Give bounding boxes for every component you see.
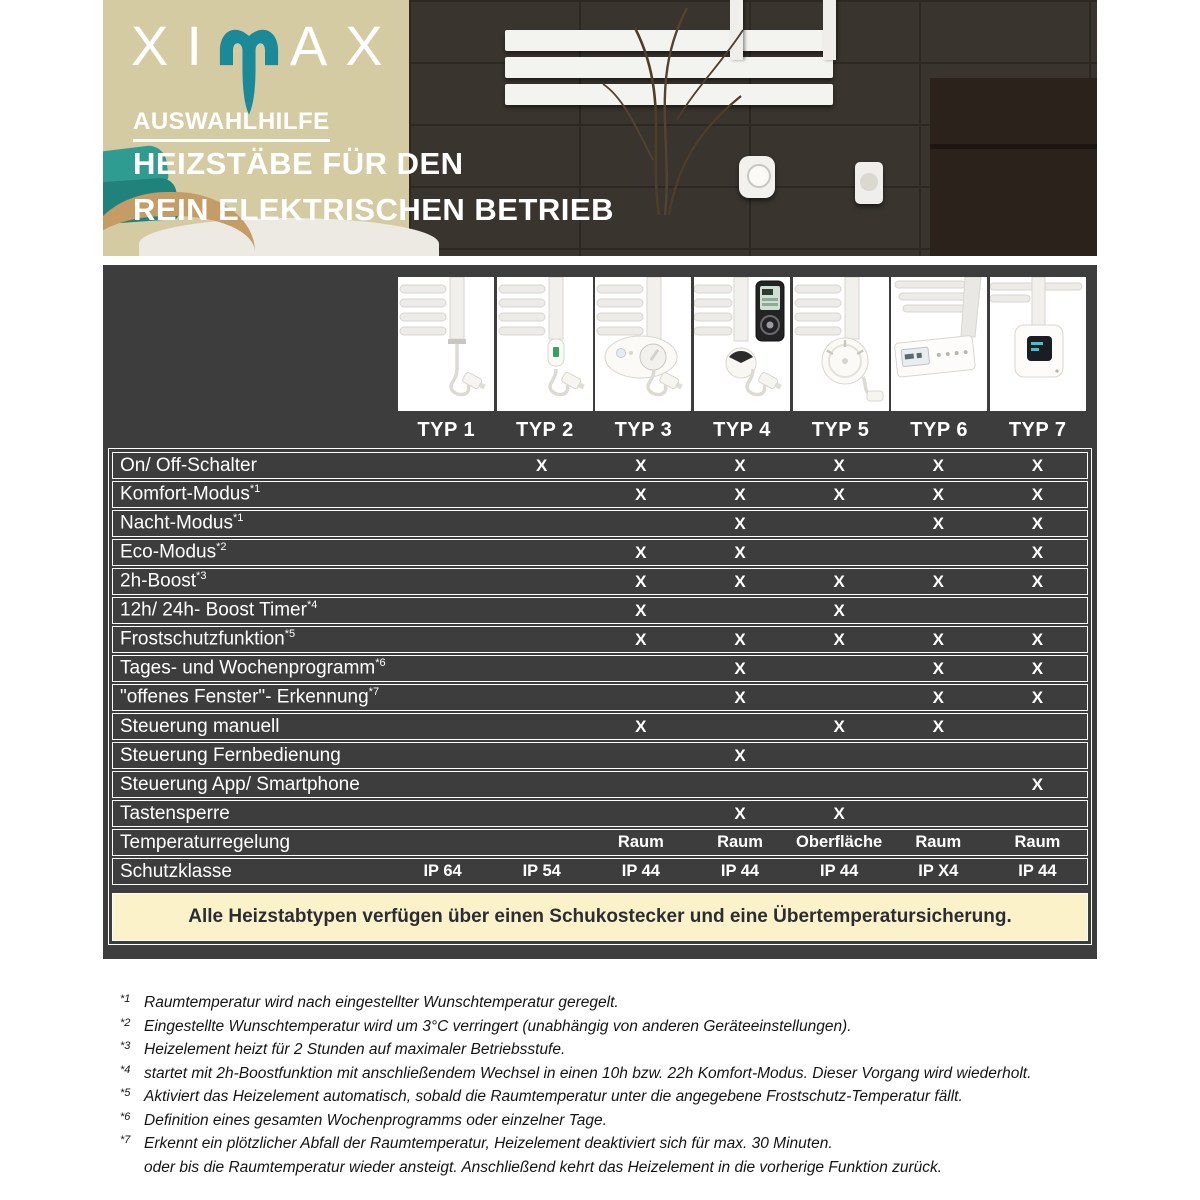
feature-value: Raum [617,833,664,851]
logo-text-right: AX [289,14,401,77]
feature-value: IP 44 [1018,862,1057,880]
row-label: Steuerung Fernbedienung [120,744,341,766]
typ4-heizstab-fernbedienung-photo [694,277,790,411]
type-header-typ-5: TYP 5 [811,419,870,441]
type-header-row [108,411,1092,448]
footnote-3 [120,1042,1097,1059]
footnote-text: Heizelement heizt für 2 Stunden auf maximaler Betriebsstufe. [144,1041,566,1058]
feature-check-mark: X [1031,629,1044,649]
comparison-table [103,265,1097,959]
feature-rows [112,452,1088,885]
feature-check-mark: X [932,455,944,475]
feature-check-mark: X [833,629,845,649]
feature-check-mark: X [932,687,944,707]
feature-check-mark: X [833,716,845,736]
type-header-typ-6: TYP 6 [910,419,968,441]
feature-check-mark: X [1031,542,1044,562]
footnote-text: Eingestellte Wunschtemperatur wird um 3°C verringert (unabhängig von anderen Geräteeinstellungen). [144,1017,852,1035]
footnote-4 [120,1063,1097,1083]
type-header-typ-4: TYP 4 [713,419,771,441]
feature-check-mark: X [635,455,647,475]
typ2-heizstab-photo [497,277,593,411]
banner-note [112,893,1088,941]
ximax-logo [131,14,401,116]
footnote-text: oder bis die Raumtemperatur wieder ansteigt. Anschließend kehrt das Heizelement in die vorherige Funktion zurück. [144,1158,943,1176]
feature-check-mark: X [536,455,548,475]
row-eco-modus [112,539,1088,566]
row-label: "offenes Fenster"- Erkennung$^{*7}$ [120,686,380,708]
feature-check-mark: X [833,803,845,823]
row-label: Tages- und Wochenprogramm$^{*6}$ [120,657,386,679]
feature-check-mark: X [734,803,746,823]
row-label: Steuerung App/ Smartphone [120,773,360,795]
hero-title-line1: HEIZSTÄBE FÜR DEN [133,146,464,181]
feature-check-mark: X [635,629,647,649]
ximax-logo-m-icon [214,20,284,116]
hero-banner [103,0,1097,256]
radiator-pipe [823,0,836,60]
row-label: Frostschutzfunktion$^{*5}$ [120,628,296,650]
row-steuerung-app-smartphone [112,771,1088,798]
logo-text-left: XI [131,14,220,77]
footnote-text: Raumtemperatur wird nach eingestellter Wunschtemperatur geregelt. [144,994,619,1011]
feature-value: IP 44 [720,862,760,880]
feature-check-mark: X [734,629,746,649]
footnote-marker: *6 [120,1110,131,1123]
footnote-1 [120,995,1097,1012]
feature-check-mark: X [734,455,746,475]
row-label: Tastensperre [120,802,230,824]
feature-check-mark: X [635,542,647,562]
row-temperaturregelung [112,829,1088,856]
page [103,0,1097,1176]
typ6-heizstab-bedienpanel-photo [891,277,987,411]
row-steuerung-manuell [112,713,1088,740]
footnotes [103,995,1097,1176]
footnote-marker: *5 [120,1087,131,1099]
type-header-typ-2: TYP 2 [515,419,574,441]
footnote-7 [120,1136,1097,1176]
footnote-marker: *7 [120,1134,131,1146]
row-tages-und-wochenprogramm [112,655,1088,682]
feature-check-mark: X [1031,455,1044,475]
feature-check-mark: X [635,571,647,591]
feature-check-mark: X [932,571,944,591]
row-label: Eco-Modus$^{*2}$ [120,541,227,563]
footnote-marker: *3 [120,1040,131,1052]
feature-check-mark: X [932,629,944,649]
footnote-2 [120,1016,1097,1036]
feature-value: Raum [915,833,962,851]
feature-check-mark: X [1031,658,1044,678]
cabinet-photo [930,78,1097,256]
row-label: Schutzklasse [120,860,232,882]
footnote-marker: *1 [120,993,131,1005]
feature-value: IP 44 [621,862,660,880]
row-tastensperre [112,800,1088,827]
typ3-heizstab-photo [595,277,691,411]
feature-check-mark: X [734,745,746,765]
footnote-text: Erkennt ein plötzlicher Abfall der Raumtemperatur, Heizelement deaktiviert sich für max. 30 Minuten. [144,1135,833,1152]
typ1-heizstab-photo [398,277,494,411]
feature-check-mark: X [734,513,746,533]
feature-value: IP 64 [423,862,462,880]
feature-check-mark: X [833,571,845,591]
feature-check-mark: X [734,687,746,707]
row-steuerung-fernbedienung [112,742,1088,769]
footnote-text: startet mit 2h-Boostfunktion mit anschließendem Wechsel in einen 10h bzw. 22h Komfort-Modus. Dieser Vorgang wird wiederholt. [144,1064,1032,1082]
wall-socket-photo [855,162,883,204]
footnote-5 [120,1089,1097,1106]
feature-value: IP X4 [918,862,959,880]
feature-check-mark: X [833,484,845,504]
type-header-typ-7: TYP 7 [1008,419,1067,441]
hero-subtitle: AUSWAHLHILFE [133,108,330,142]
footnote-text: Aktiviert das Heizelement automatisch, sobald die Raumtemperatur unter die angegebene Frostschutz-Temperatur fällt. [144,1088,963,1105]
feature-check-mark: X [932,484,944,504]
feature-check-mark: X [1031,687,1044,707]
row-frostschutzfunktion [112,626,1088,653]
hero-title-line2: REIN ELEKTRISCHEN BETRIEB [133,192,614,227]
row-label: On/ Off-Schalter [120,454,257,476]
row-nacht-modus [112,510,1088,537]
feature-check-mark: X [1031,571,1044,591]
row-label: Komfort-Modus$^{*1}$ [120,483,261,505]
type-header-typ-3: TYP 3 [614,419,673,441]
feature-check-mark: X [734,542,746,562]
row-label: Nacht-Modus$^{*1}$ [120,512,244,534]
footnote-marker: *4 [120,1063,131,1076]
row-on-off-schalter [112,452,1088,479]
feature-check-mark: X [635,600,647,620]
row-label: Temperaturregelung [120,831,291,853]
type-header-typ-1: TYP 1 [417,419,476,441]
feature-rows-frame [108,448,1092,945]
row-label: 2h-Boost$^{*3}$ [120,570,207,592]
feature-value: Raum [1014,833,1061,851]
feature-value: Raum [717,833,763,851]
feature-check-mark: X [734,484,746,504]
row-2h-boost [112,568,1088,595]
row-offenes-fenster-erkennung [112,684,1088,711]
feature-check-mark: X [635,484,647,504]
feature-check-mark: X [932,716,944,736]
footnote-6 [120,1110,1097,1130]
feature-check-mark: X [1031,513,1044,533]
footnote-marker: *2 [120,1016,131,1029]
feature-check-mark: X [1031,774,1044,794]
feature-check-mark: X [734,571,746,591]
feature-check-mark: X [1031,484,1044,504]
feature-check-mark: X [734,658,746,678]
row-label: 12h/ 24h- Boost Timer$^{*4}$ [120,599,318,621]
feature-value: Oberfläche [796,833,883,851]
feature-check-mark: X [932,658,944,678]
feature-check-mark: X [833,455,845,475]
feature-check-mark: X [635,716,647,736]
row-12h-24h-boost-timer [112,597,1088,624]
feature-value: IP 54 [522,862,561,880]
row-schutzklasse [112,858,1088,885]
row-komfort-modus [112,481,1088,508]
typ7-heizstab-smartbox-photo [990,277,1086,411]
feature-check-mark: X [833,600,845,620]
feature-check-mark: X [932,513,944,533]
banner-note-text: Alle Heizstabtypen verfügen über einen Schukostecker und eine Übertemperatursicherung. [188,906,1012,927]
row-label: Steuerung manuell [120,715,280,737]
typ5-heizstab-thermostat-photo [793,277,889,411]
branches-photo [573,0,793,215]
footnote-text: Definition eines gesamten Wochenprogramms oder einzelner Tage. [144,1111,607,1129]
product-images-row [108,277,1092,411]
feature-value: IP 44 [820,862,859,880]
